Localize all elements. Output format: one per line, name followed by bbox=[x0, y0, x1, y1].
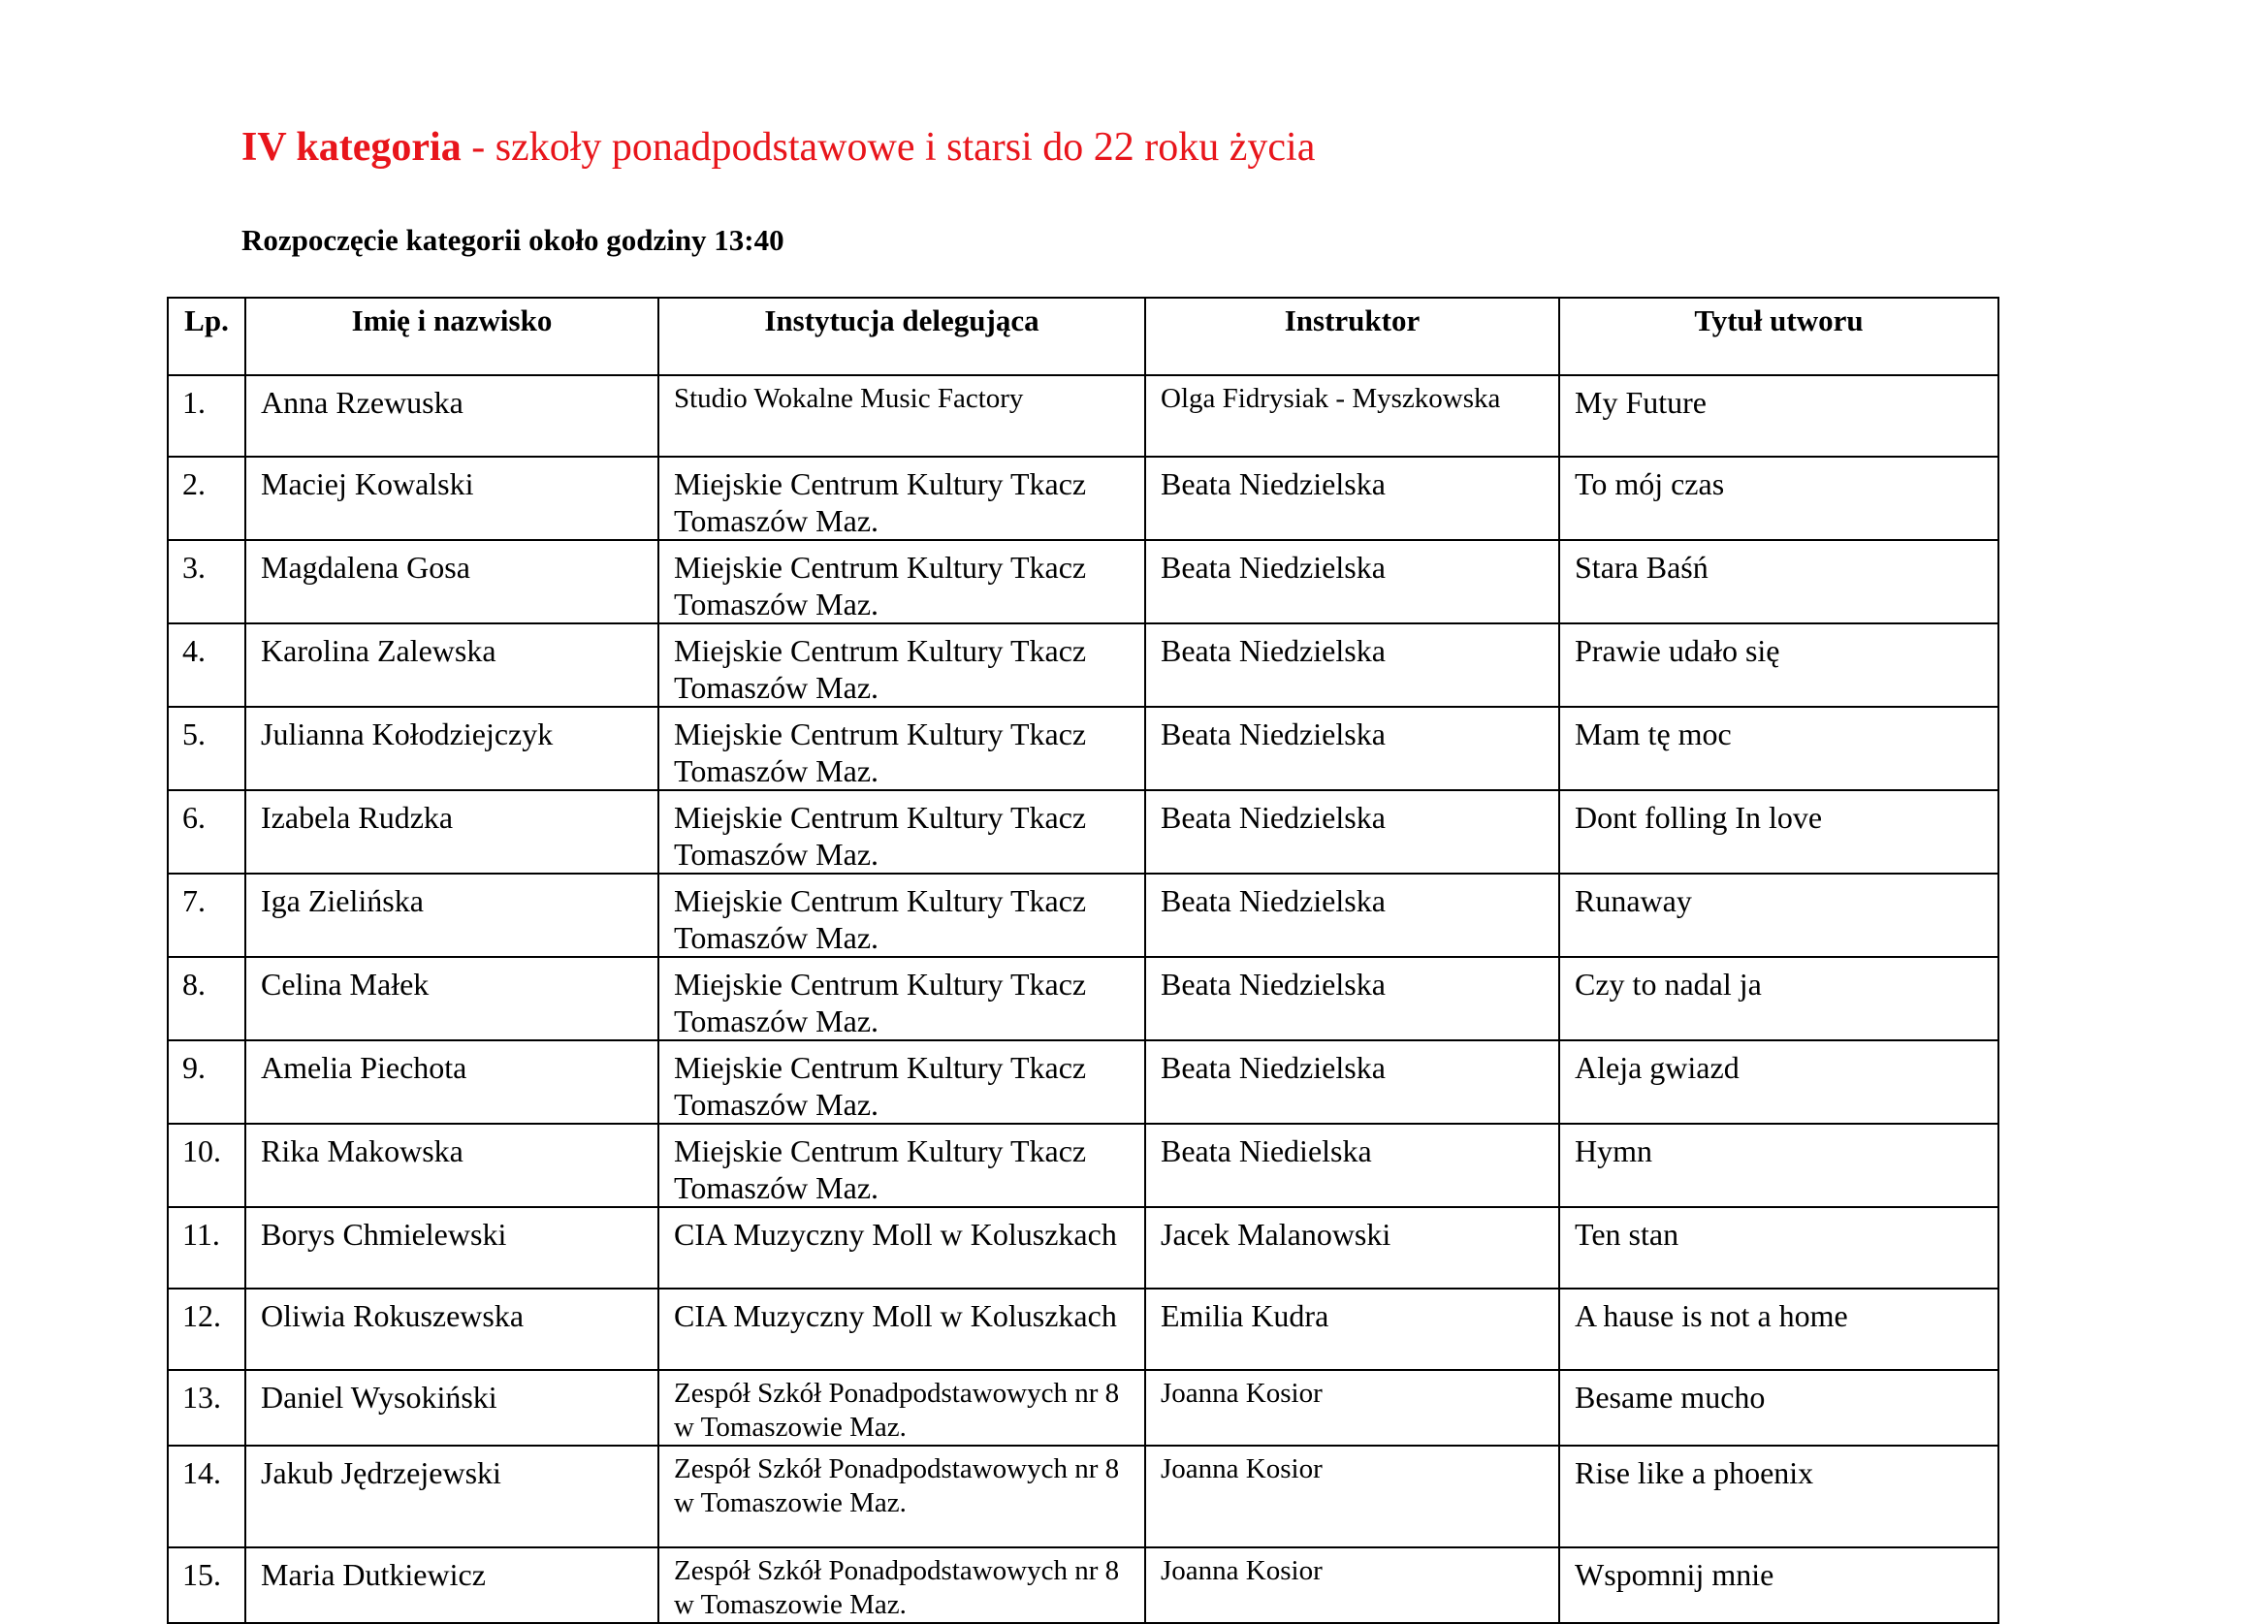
header-lp: Lp. bbox=[168, 298, 245, 375]
instructor: Beata Niedzielska bbox=[1145, 623, 1559, 707]
song-title: Ten stan bbox=[1559, 1207, 1998, 1289]
song-title: Prawie udało się bbox=[1559, 623, 1998, 707]
song-title: Aleja gwiazd bbox=[1559, 1040, 1998, 1124]
song-title: Runaway bbox=[1559, 874, 1998, 957]
participant-name: Maciej Kowalski bbox=[245, 457, 658, 540]
row-number: 12. bbox=[168, 1289, 245, 1370]
participant-name: Borys Chmielewski bbox=[245, 1207, 658, 1289]
instructor: Beata Niedzielska bbox=[1145, 790, 1559, 874]
song-title: Czy to nadal ja bbox=[1559, 957, 1998, 1040]
song-title: A hause is not a home bbox=[1559, 1289, 1998, 1370]
row-number: 7. bbox=[168, 874, 245, 957]
institution: Miejskie Centrum Kultury Tkacz Tomaszów Maz. bbox=[658, 540, 1145, 623]
table-row bbox=[168, 790, 1998, 874]
table-row bbox=[168, 1446, 1998, 1547]
song-title: Dont folling In love bbox=[1559, 790, 1998, 874]
institution: Miejskie Centrum Kultury Tkacz Tomaszów Maz. bbox=[658, 1124, 1145, 1207]
participant-name: Amelia Piechota bbox=[245, 1040, 658, 1124]
song-title: Mam tę moc bbox=[1559, 707, 1998, 790]
participant-name: Maria Dutkiewicz bbox=[245, 1547, 658, 1623]
row-number: 4. bbox=[168, 623, 245, 707]
participant-name: Iga Zielińska bbox=[245, 874, 658, 957]
table-row bbox=[168, 874, 1998, 957]
participant-name: Oliwia Rokuszewska bbox=[245, 1289, 658, 1370]
participant-name: Rika Makowska bbox=[245, 1124, 658, 1207]
instructor: Beata Niedzielska bbox=[1145, 457, 1559, 540]
instructor: Olga Fidrysiak - Myszkowska bbox=[1145, 375, 1559, 457]
instructor: Beata Niedzielska bbox=[1145, 707, 1559, 790]
table-row bbox=[168, 1547, 1998, 1623]
participant-name: Celina Małek bbox=[245, 957, 658, 1040]
song-title: Besame mucho bbox=[1559, 1370, 1998, 1446]
table-row bbox=[168, 540, 1998, 623]
table-header-row bbox=[168, 298, 1998, 375]
table-row bbox=[168, 1124, 1998, 1207]
institution: Miejskie Centrum Kultury Tkacz Tomaszów Maz. bbox=[658, 457, 1145, 540]
row-number: 6. bbox=[168, 790, 245, 874]
song-title: Rise like a phoenix bbox=[1559, 1446, 1998, 1547]
institution: Miejskie Centrum Kultury Tkacz Tomaszów Maz. bbox=[658, 874, 1145, 957]
header-institution: Instytucja delegująca bbox=[658, 298, 1145, 375]
table-row bbox=[168, 457, 1998, 540]
category-description: - szkoły ponadpodstawowe i starsi do 22 roku życia bbox=[461, 125, 1316, 170]
institution: Studio Wokalne Music Factory bbox=[658, 375, 1145, 457]
table-row bbox=[168, 1370, 1998, 1446]
song-title: My Future bbox=[1559, 375, 1998, 457]
participant-name: Karolina Zalewska bbox=[245, 623, 658, 707]
participant-name: Izabela Rudzka bbox=[245, 790, 658, 874]
institution: Miejskie Centrum Kultury Tkacz Tomaszów Maz. bbox=[658, 1040, 1145, 1124]
row-number: 15. bbox=[168, 1547, 245, 1623]
row-number: 13. bbox=[168, 1370, 245, 1446]
instructor: Joanna Kosior bbox=[1145, 1547, 1559, 1623]
row-number: 1. bbox=[168, 375, 245, 457]
instructor: Beata Niedielska bbox=[1145, 1124, 1559, 1207]
category-label: IV kategoria bbox=[241, 125, 462, 170]
participant-name: Magdalena Gosa bbox=[245, 540, 658, 623]
instructor: Beata Niedzielska bbox=[1145, 1040, 1559, 1124]
row-number: 10. bbox=[168, 1124, 245, 1207]
song-title: Wspomnij mnie bbox=[1559, 1547, 1998, 1623]
institution: Miejskie Centrum Kultury Tkacz Tomaszów Maz. bbox=[658, 957, 1145, 1040]
institution: CIA Muzyczny Moll w Koluszkach bbox=[658, 1289, 1145, 1370]
header-instructor: Instruktor bbox=[1145, 298, 1559, 375]
participant-name: Jakub Jędrzejewski bbox=[245, 1446, 658, 1547]
participant-name: Anna Rzewuska bbox=[245, 375, 658, 457]
institution: Zespół Szkół Ponadpodstawowych nr 8 w Tomaszowie Maz. bbox=[658, 1446, 1145, 1547]
page-title bbox=[241, 120, 1315, 175]
header-name: Imię i nazwisko bbox=[245, 298, 658, 375]
table-row bbox=[168, 375, 1998, 457]
row-number: 5. bbox=[168, 707, 245, 790]
row-number: 14. bbox=[168, 1446, 245, 1547]
participants-table bbox=[167, 297, 1999, 1624]
instructor: Beata Niedzielska bbox=[1145, 957, 1559, 1040]
row-number: 8. bbox=[168, 957, 245, 1040]
row-number: 3. bbox=[168, 540, 245, 623]
song-title: Stara Baśń bbox=[1559, 540, 1998, 623]
institution: Zespół Szkół Ponadpodstawowych nr 8 w Tomaszowie Maz. bbox=[658, 1547, 1145, 1623]
table-row bbox=[168, 707, 1998, 790]
song-title: To mój czas bbox=[1559, 457, 1998, 540]
participant-name: Daniel Wysokiński bbox=[245, 1370, 658, 1446]
instructor: Emilia Kudra bbox=[1145, 1289, 1559, 1370]
institution: Zespół Szkół Ponadpodstawowych nr 8 w Tomaszowie Maz. bbox=[658, 1370, 1145, 1446]
table-row bbox=[168, 623, 1998, 707]
instructor: Beata Niedzielska bbox=[1145, 540, 1559, 623]
institution: Miejskie Centrum Kultury Tkacz Tomaszów Maz. bbox=[658, 790, 1145, 874]
table-row bbox=[168, 1040, 1998, 1124]
institution: Miejskie Centrum Kultury Tkacz Tomaszów Maz. bbox=[658, 623, 1145, 707]
instructor: Joanna Kosior bbox=[1145, 1370, 1559, 1446]
row-number: 9. bbox=[168, 1040, 245, 1124]
table-row bbox=[168, 1289, 1998, 1370]
table-row bbox=[168, 1207, 1998, 1289]
institution: Miejskie Centrum Kultury Tkacz Tomaszów Maz. bbox=[658, 707, 1145, 790]
institution: CIA Muzyczny Moll w Koluszkach bbox=[658, 1207, 1145, 1289]
instructor: Jacek Malanowski bbox=[1145, 1207, 1559, 1289]
start-time-note: Rozpoczęcie kategorii około godziny 13:40 bbox=[241, 223, 784, 257]
participant-name: Julianna Kołodziejczyk bbox=[245, 707, 658, 790]
instructor: Joanna Kosior bbox=[1145, 1446, 1559, 1547]
table-row bbox=[168, 957, 1998, 1040]
song-title: Hymn bbox=[1559, 1124, 1998, 1207]
row-number: 2. bbox=[168, 457, 245, 540]
instructor: Beata Niedzielska bbox=[1145, 874, 1559, 957]
row-number: 11. bbox=[168, 1207, 245, 1289]
header-title: Tytuł utworu bbox=[1559, 298, 1998, 375]
